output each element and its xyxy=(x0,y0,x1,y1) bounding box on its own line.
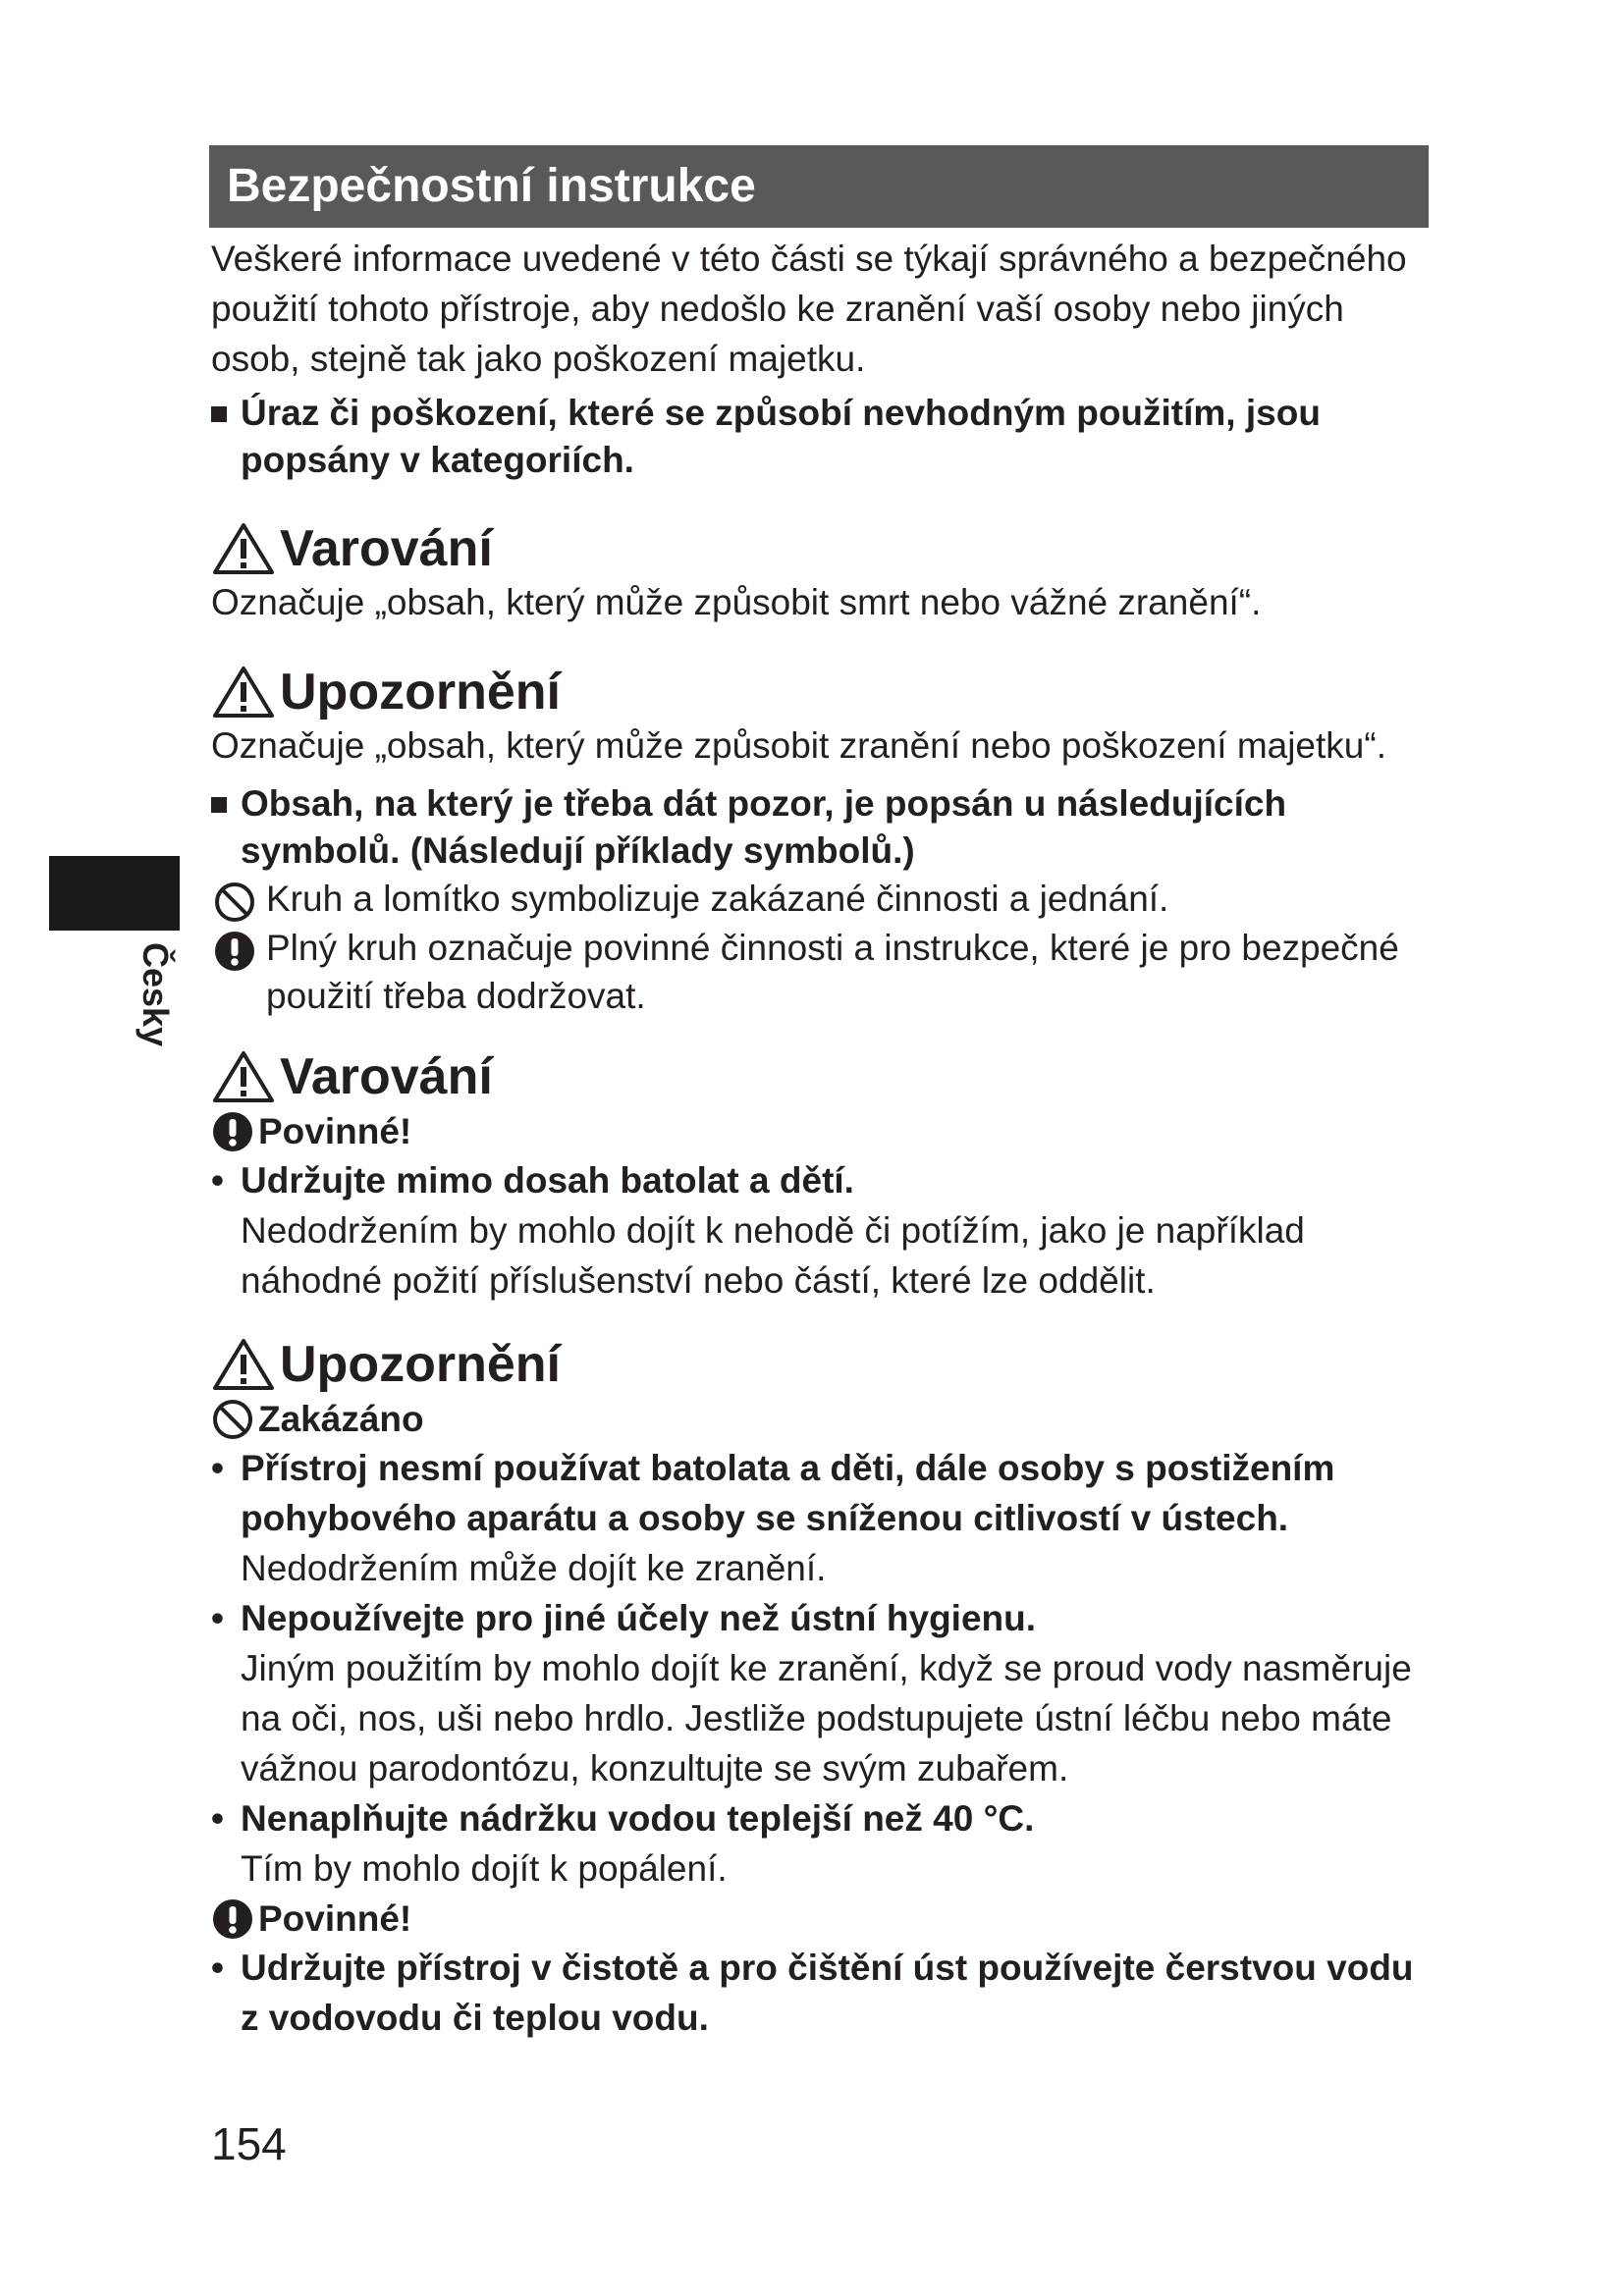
injury-note: Úraz či poškození, které se způsobí nevhodným použitím, jsou popsány v kategoriích. xyxy=(211,390,1438,484)
language-tab xyxy=(49,856,180,931)
warning-triangle-icon xyxy=(211,1049,276,1104)
bullet-icon: • xyxy=(211,1798,224,1839)
warning-section-heading: Varování xyxy=(211,1047,1438,1106)
symbol-mandatory-row: Plný kruh označuje povinné činnosti a instrukce, které je pro bezpečné použití třeba dodržovat. xyxy=(213,924,1438,1020)
prohibited-label: Zakázáno xyxy=(211,1396,1438,1443)
square-bullet-icon xyxy=(211,406,227,422)
warning-triangle-icon xyxy=(211,1337,276,1392)
mandatory-icon xyxy=(211,1110,254,1153)
mandatory-label: Povinné! xyxy=(211,1108,1438,1155)
caution-mandatory-item: • Udržujte přístroj v čistotě a pro čištění úst používejte čerstvou vodu z vodovodu či teplou vodu. xyxy=(211,1943,1438,2043)
category-warning-heading: Varování xyxy=(211,519,1438,578)
main-content xyxy=(211,234,1438,2043)
mandatory-icon xyxy=(211,1897,254,1941)
page-number: 154 xyxy=(211,2118,287,2169)
bullet-icon: • xyxy=(211,1598,224,1638)
mandatory-label: Povinné! xyxy=(211,1896,1438,1943)
intro-paragraph: Veškeré informace uvedené v této části se týkají správného a bezpečného použití tohoto přístroje, aby nedošlo ke zranění vaší osoby nebo jiných osob, stejně tak jako poškození majetku. xyxy=(211,239,1407,379)
caution-item: • Nepoužívejte pro jiné účely než ústní hygienu. Jiným použitím by mohlo dojít ke zranění, když se proud vody nasměruje na oči, nos, uši nebo hrdlo. Jestliže podstupujete ústní léčbu nebo máte vážnou parodontózu, konzultujte se svým zubařem. xyxy=(211,1593,1438,1793)
symbols-intro: Obsah, na který je třeba dát pozor, je popsán u následujících symbolů. (Následují příklady symbolů.) xyxy=(211,780,1438,875)
bullet-icon: • xyxy=(211,1448,224,1488)
category-caution-description: Označuje „obsah, který může způsobit zranění nebo poškození majetku“. xyxy=(211,725,1386,766)
warning-triangle-icon xyxy=(211,521,276,576)
caution-item: • Přístroj nesmí používat batolata a děti, dále osoby s postižením pohybového aparátu a osoby se sníženou citlivostí v ústech. Nedodržením může dojít ke zranění. xyxy=(211,1443,1438,1593)
warning-triangle-icon xyxy=(211,665,276,720)
caution-item: • Nenaplňujte nádržku vodou teplejší než 40 °C. Tím by mohlo dojít k popálení. xyxy=(211,1793,1438,1894)
category-caution-heading: Upozornění xyxy=(211,663,1438,721)
section-header xyxy=(209,145,1429,228)
mandatory-icon xyxy=(213,930,256,973)
prohibited-icon xyxy=(213,881,256,924)
bullet-icon: • xyxy=(211,1948,224,1988)
category-warning-description: Označuje „obsah, který může způsobit smrt nebo vážné zranění“. xyxy=(211,582,1262,622)
language-tab-label: Česky xyxy=(135,942,176,1047)
caution-section-heading: Upozornění xyxy=(211,1335,1438,1394)
warning-item: • Udržujte mimo dosah batolat a dětí. Nedodržením by mohlo dojít k nehodě či potížím, jako je například náhodné požití příslušenství nebo částí, které lze oddělit. xyxy=(211,1155,1438,1306)
page-title: Bezpečnostní instrukce xyxy=(227,160,756,212)
square-bullet-icon xyxy=(211,797,227,813)
bullet-icon: • xyxy=(211,1160,224,1201)
symbol-prohibited-row: Kruh a lomítko symbolizuje zakázané činnosti a jednání. xyxy=(213,875,1438,924)
prohibited-icon xyxy=(211,1398,254,1441)
